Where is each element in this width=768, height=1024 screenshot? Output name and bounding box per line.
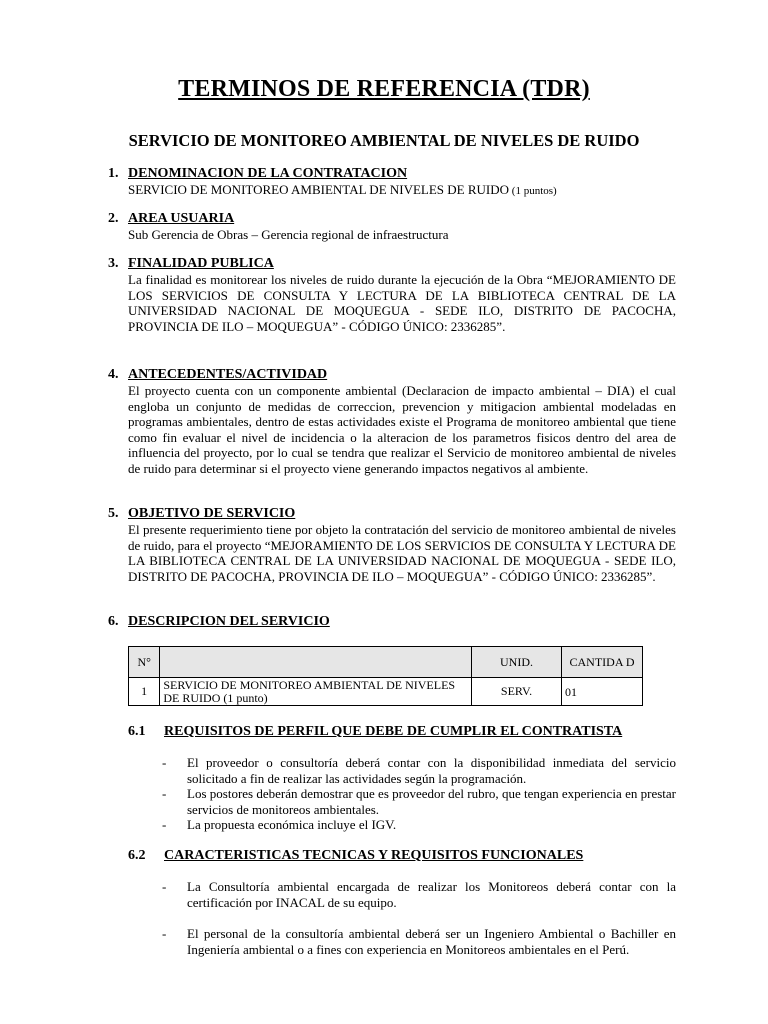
section-body: La finalidad es monitorear los niveles de ruido durante la ejecución de la Obra “MEJORAMIENTO DE LOS SERVICIOS DE CONSULTA Y LECTURA DE LA BIBLIOTECA CENTRAL DE LA UNIVERSIDAD NACIONAL DE MOQUEGUA - SEDE ILO, DISTRITO DE PACOCHA, PROVINCIA DE ILO – MOQUEGUA” - CÓDIGO ÚNICO: 2336285”. <box>128 272 676 334</box>
section-6 <box>108 614 676 630</box>
table-cell-desc: SERVICIO DE MONITOREO AMBIENTAL DE NIVELES DE RUIDO (1 punto) <box>160 678 472 706</box>
subsection-heading: REQUISITOS DE PERFIL QUE DEBE DE CUMPLIR EL CONTRATISTA <box>164 724 623 739</box>
section-number: 5. <box>108 506 119 521</box>
section-body: El proyecto cuenta con un componente ambiental (Declaracion de impacto ambiental – DIA) el cual engloba un conjunto de medidas de correccion, prevencion y mitigacion ambiental modeladas en programas ambientales, dentro de estas actividades existe el Programa de monitoreo ambiental que tiene como fin evaluar el nivel de incidencia o la alteracion de los parametros fisicos dentro del area de influencia del proyecto, por lo cual se tendra que realizar el Servicio de monitoreo ambiental de niveles de ruido para determinar si el proyecto viene generando impactos negativos al ambiente. <box>128 383 676 476</box>
table-header-num: N° <box>129 647 160 678</box>
list-item <box>162 755 676 786</box>
table-header-desc <box>160 647 472 678</box>
bullet-marker: - <box>162 786 167 802</box>
list-item-text: El personal de la consultoría ambiental deberá ser un Ingeniero Ambiental o Bachiller en Ingeniería ambiental o a fines con experiencia en Monitoreos ambientales en el Perú. <box>187 926 676 957</box>
section-body: El presente requerimiento tiene por objeto la contratación del servicio de monitoreo ambiental de niveles de ruido, para el proyecto “MEJORAMIENTO DE LOS SERVICIOS DE CONSULTA Y LECTURA DE LA BIBLIOTECA CENTRAL DE LA UNIVERSIDAD NACIONAL DE MOQUEGUA - SEDE ILO, DISTRITO DE PACOCHA, PROVINCIA DE ILO – MOQUEGUA” - CÓDIGO ÚNICO: 2336285”. <box>128 522 676 584</box>
document-subtitle: SERVICIO DE MONITOREO AMBIENTAL DE NIVELES DE RUIDO <box>128 131 640 150</box>
bullet-marker: - <box>162 817 167 833</box>
subsection-6-2 <box>128 848 688 864</box>
section-heading: DESCRIPCION DEL SERVICIO <box>128 614 330 629</box>
bullet-marker: - <box>162 879 167 894</box>
section-heading: AREA USUARIA <box>128 211 235 226</box>
list-item-text: El proveedor o consultoría deberá contar con la disponibilidad inmediata del servicio solicitado a fin de realizar las actividades según la programación. <box>187 755 676 786</box>
section-number: 2. <box>108 211 119 226</box>
section-heading: FINALIDAD PUBLICA <box>128 256 274 271</box>
section-number: 3. <box>108 256 119 271</box>
section-4 <box>108 367 676 477</box>
table-cell-unid: SERV. <box>471 678 561 706</box>
list-item <box>162 786 676 817</box>
table-header-cantidad: CANTIDA D <box>562 647 643 678</box>
section-2 <box>108 211 676 243</box>
table-cell-num: 1 <box>129 678 160 706</box>
bullet-marker: - <box>162 926 167 942</box>
section-number: 1. <box>108 166 119 181</box>
list-item <box>162 926 676 957</box>
list-item <box>162 879 676 910</box>
section-number: 6. <box>108 614 119 629</box>
table-cell-cantidad: 01 <box>562 678 643 706</box>
list-item-text: La propuesta económica incluye el IGV. <box>187 817 397 833</box>
bullet-marker: - <box>162 755 167 770</box>
section-1 <box>108 166 676 200</box>
section-body: Sub Gerencia de Obras – Gerencia regional de infraestructura <box>128 227 449 242</box>
section-3 <box>108 256 676 334</box>
table-row <box>129 678 643 706</box>
section-heading: ANTECEDENTES/ACTIVIDAD <box>128 367 328 382</box>
list-item-text: La Consultoría ambiental encargada de realizar los Monitoreos deberá contar con la certificación por INACAL de su equipo. <box>187 879 676 910</box>
section-5 <box>108 506 676 584</box>
subsection-number: 6.1 <box>128 724 146 739</box>
subsection-heading: CARACTERISTICAS TECNICAS Y REQUISITOS FUNCIONALES <box>164 848 584 863</box>
table-header-row <box>129 647 643 678</box>
section-heading: DENOMINACION DE LA CONTRATACION <box>128 166 408 181</box>
subsection-6-1 <box>128 724 688 740</box>
section-body <box>128 182 676 200</box>
document-title: TERMINOS DE REFERENCIA (TDR) <box>178 76 590 102</box>
section-heading: OBJETIVO DE SERVICIO <box>128 506 296 521</box>
list-item <box>162 817 676 833</box>
subsection-number: 6.2 <box>128 848 146 863</box>
bullet-list-6-2 <box>162 879 676 957</box>
section-number: 4. <box>108 367 119 382</box>
bullet-list-6-1 <box>162 755 676 833</box>
section-body-main: SERVICIO DE MONITOREO AMBIENTAL DE NIVELES DE RUIDO <box>128 182 510 197</box>
table-header-unid: UNID. <box>471 647 561 678</box>
service-table <box>128 646 643 706</box>
list-item-text: Los postores deberán demostrar que es proveedor del rubro, que tengan experiencia en prestar servicios de monitoreos ambientales. <box>187 786 676 817</box>
section-body-note: (1 puntos) <box>509 185 557 197</box>
